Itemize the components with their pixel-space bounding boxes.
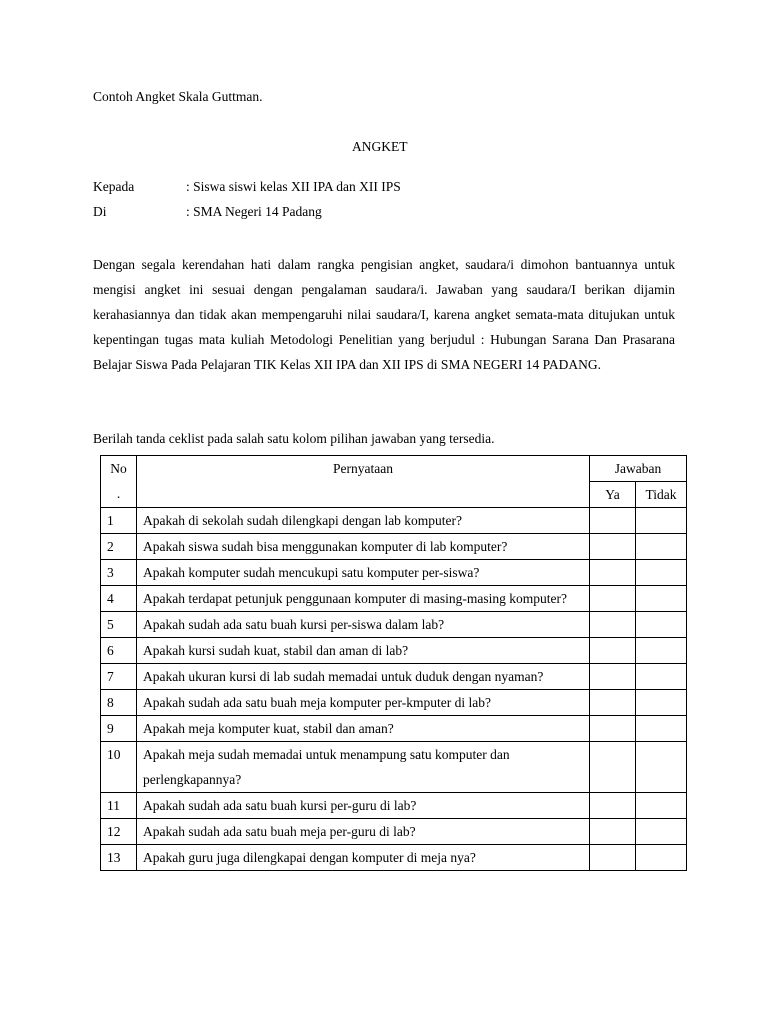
row-statement: Apakah meja sudah memadai untuk menampung satu komputer dan perlengkapannya? — [137, 742, 590, 793]
answer-yes-cell[interactable] — [590, 690, 636, 716]
answer-yes-cell[interactable] — [590, 560, 636, 586]
header-statement: Pernyataan — [137, 456, 590, 508]
row-number: 1 — [101, 508, 137, 534]
table-row — [101, 742, 687, 793]
row-statement: Apakah komputer sudah mencukupi satu komputer per-siswa? — [137, 560, 590, 586]
answer-no-cell[interactable] — [636, 586, 687, 612]
answer-yes-cell[interactable] — [590, 638, 636, 664]
header-answer: Jawaban — [590, 456, 687, 482]
table-row — [101, 560, 687, 586]
answer-no-cell[interactable] — [636, 638, 687, 664]
recipient-at-value: : SMA Negeri 14 Padang — [186, 204, 322, 219]
answer-no-cell[interactable] — [636, 664, 687, 690]
table-row — [101, 534, 687, 560]
answer-no-cell[interactable] — [636, 716, 687, 742]
header-no — [101, 456, 137, 508]
intro-paragraph: Dengan segala kerendahan hati dalam rangka pengisian angket, saudara/i dimohon bantuannya untuk mengisi angket ini sesuai dengan pengalaman saudara/i. Jawaban yang saudara/I berikan dijamin kerahasiannya dan tidak akan mempengaruhi nilai saudara/I, karena angket semata-mata ditujukan untuk kepentingan tugas mata kuliah Metodologi Penelitian yang berjudul : Hubungan Sarana Dan Prasarana Belajar Siswa Pada Pelajaran TIK Kelas XII IPA dan XII IPS di SMA NEGERI 14 PADANG. — [93, 257, 675, 372]
answer-yes-cell[interactable] — [590, 612, 636, 638]
answer-no-cell[interactable] — [636, 819, 687, 845]
row-statement: Apakah kursi sudah kuat, stabil dan aman di lab? — [137, 638, 590, 664]
answer-no-cell[interactable] — [636, 742, 687, 793]
table-row — [101, 664, 687, 690]
row-statement: Apakah di sekolah sudah dilengkapi dengan lab komputer? — [137, 508, 590, 534]
row-statement: Apakah siswa sudah bisa menggunakan komputer di lab komputer? — [137, 534, 590, 560]
header-yes: Ya — [590, 482, 636, 508]
table-row — [101, 508, 687, 534]
document-heading: Contoh Angket Skala Guttman. — [93, 89, 263, 104]
answer-no-cell[interactable] — [636, 534, 687, 560]
table-row — [101, 793, 687, 819]
answer-no-cell[interactable] — [636, 508, 687, 534]
table-row — [101, 638, 687, 664]
header-no-label: No — [110, 461, 127, 476]
answer-yes-cell[interactable] — [590, 716, 636, 742]
row-number: 8 — [101, 690, 137, 716]
answer-yes-cell[interactable] — [590, 793, 636, 819]
row-number: 3 — [101, 560, 137, 586]
row-number: 9 — [101, 716, 137, 742]
row-statement: Apakah sudah ada satu buah meja komputer per-kmputer di lab? — [137, 690, 590, 716]
answer-no-cell[interactable] — [636, 560, 687, 586]
row-statement: Apakah guru juga dilengkapai dengan komputer di meja nya? — [137, 845, 590, 871]
answer-no-cell[interactable] — [636, 793, 687, 819]
answer-yes-cell[interactable] — [590, 508, 636, 534]
row-statement: Apakah sudah ada satu buah meja per-guru di lab? — [137, 819, 590, 845]
questionnaire-table — [100, 455, 687, 871]
row-number: 10 — [101, 742, 137, 793]
table-row — [101, 612, 687, 638]
table-row — [101, 845, 687, 871]
page-title: ANGKET — [352, 139, 408, 154]
recipient-to-label: Kepada — [93, 179, 135, 194]
answer-yes-cell[interactable] — [590, 586, 636, 612]
answer-yes-cell[interactable] — [590, 819, 636, 845]
row-statement: Apakah ukuran kursi di lab sudah memadai untuk duduk dengan nyaman? — [137, 664, 590, 690]
row-number: 4 — [101, 586, 137, 612]
row-number: 2 — [101, 534, 137, 560]
row-statement: Apakah meja komputer kuat, stabil dan aman? — [137, 716, 590, 742]
recipient-to-value: : Siswa siswi kelas XII IPA dan XII IPS — [186, 179, 401, 194]
row-number: 11 — [101, 793, 137, 819]
table-row — [101, 690, 687, 716]
row-statement: Apakah sudah ada satu buah kursi per-guru di lab? — [137, 793, 590, 819]
recipient-at-label: Di — [93, 204, 107, 219]
table-row — [101, 819, 687, 845]
answer-yes-cell[interactable] — [590, 534, 636, 560]
header-no-dot: . — [116, 486, 121, 501]
row-number: 6 — [101, 638, 137, 664]
instruction-text: Berilah tanda ceklist pada salah satu kolom pilihan jawaban yang tersedia. — [93, 431, 495, 446]
answer-no-cell[interactable] — [636, 690, 687, 716]
row-statement: Apakah sudah ada satu buah kursi per-siswa dalam lab? — [137, 612, 590, 638]
table-row — [101, 586, 687, 612]
header-no-answer: Tidak — [636, 482, 687, 508]
row-number: 7 — [101, 664, 137, 690]
answer-yes-cell[interactable] — [590, 845, 636, 871]
answer-yes-cell[interactable] — [590, 664, 636, 690]
answer-yes-cell[interactable] — [590, 742, 636, 793]
answer-no-cell[interactable] — [636, 612, 687, 638]
row-number: 13 — [101, 845, 137, 871]
row-number: 12 — [101, 819, 137, 845]
answer-no-cell[interactable] — [636, 845, 687, 871]
row-number: 5 — [101, 612, 137, 638]
row-statement: Apakah terdapat petunjuk penggunaan komputer di masing-masing komputer? — [137, 586, 590, 612]
table-row — [101, 716, 687, 742]
